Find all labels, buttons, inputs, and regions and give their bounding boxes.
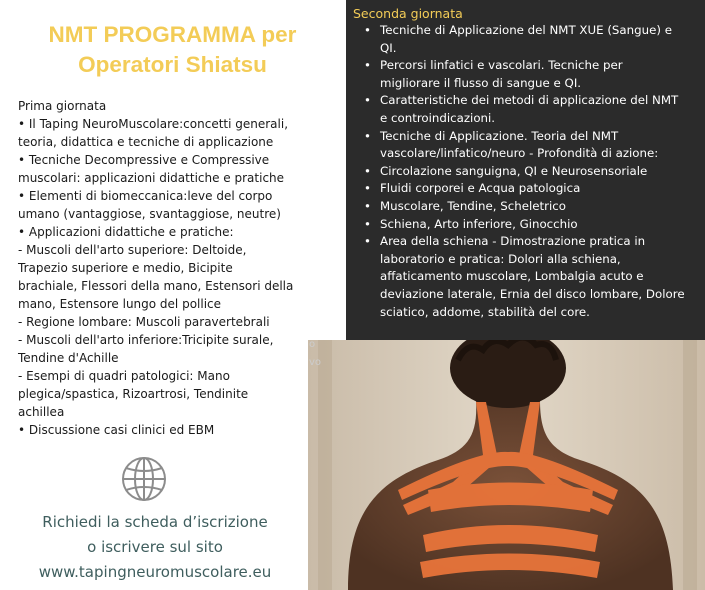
bullet-icon: •: [364, 198, 371, 213]
list-item-text: Fluidi corporei e Acqua patologica: [380, 181, 581, 196]
bullet-icon: •: [364, 216, 371, 231]
list-item-text: Percorsi linfatici e vascolari. Tecniche per: [380, 58, 623, 73]
bullet-icon: •: [364, 234, 371, 249]
list-item-text: Tecniche di Applicazione del NMT XUE (Sangue) e: [380, 23, 672, 37]
cta-line-1: Richiedi la scheda d’iscrizione: [42, 513, 268, 531]
program-line: • Tecniche Decompressive e Compressive: [18, 153, 270, 167]
program-line: - Esempi di quadri patologici: Mano: [18, 369, 230, 383]
program-line: Trapezio superiore e medio, Bicipite: [18, 261, 233, 275]
day-one-program: [18, 97, 318, 439]
list-item-text: vascolare/linfatico/neuro - Profondità di azione:: [380, 146, 659, 161]
program-line: achillea: [18, 405, 65, 419]
list-item-text: e controindicazioni.: [380, 110, 496, 125]
website-link[interactable]: www.tapingneuromuscolare.eu: [38, 563, 272, 581]
list-item: [346, 57, 701, 92]
program-line: mano, Estensore lungo del pollice: [18, 297, 222, 311]
list-item-text: Circolazione sanguigna, QI e Neurosensoriale: [380, 163, 648, 178]
bullet-icon: •: [364, 163, 371, 178]
day-two-list: [346, 22, 701, 321]
program-line: • Applicazioni didattiche e pratiche:: [18, 225, 234, 239]
bullet-icon: •: [364, 181, 371, 196]
list-item: [346, 198, 701, 216]
call-to-action: [10, 510, 300, 585]
day-two-panel: [346, 0, 705, 340]
bullet-icon: •: [364, 23, 371, 37]
bullet-icon: •: [364, 93, 371, 108]
globe-icon[interactable]: [120, 455, 168, 503]
list-item-text: Caratteristiche dei metodi di applicazione del NMT: [380, 93, 679, 108]
stray-text: o vo: [309, 339, 322, 368]
bullet-icon: •: [364, 58, 371, 73]
list-item: [346, 22, 701, 57]
list-item-text: sciatico, addome, stabilità del core.: [380, 304, 590, 319]
list-item-text: QI.: [380, 40, 397, 55]
program-line: umano (vantaggiose, svantaggiose, neutre): [18, 207, 281, 221]
program-line: teoria, didattica e tecniche di applicazione: [18, 135, 274, 149]
title-line-1: NMT PROGRAMMA per: [48, 22, 297, 47]
program-line: • Il Taping NeuroMuscolare:concetti generali,: [18, 117, 289, 131]
list-item-text: affaticamento muscolare, Lombalgia acuto e: [380, 269, 644, 284]
list-item-text: Area della schiena - Dimostrazione pratica in: [380, 234, 646, 249]
program-line: • Discussione casi clinici ed EBM: [18, 423, 215, 437]
back-taping-photo: [308, 340, 705, 590]
cta-line-2: o iscrivere sul sito: [87, 538, 223, 556]
list-item: [346, 128, 701, 163]
program-line: Prima giornata: [18, 99, 107, 113]
program-line: brachiale, Flessori della mano, Estensori della: [18, 279, 294, 293]
program-line: • Elementi di biomeccanica:leve del corpo: [18, 189, 273, 203]
list-item: [346, 92, 701, 127]
program-line: - Muscoli dell'arto inferiore:Tricipite surale,: [18, 333, 274, 347]
list-item: [346, 163, 701, 181]
title-line-2: Operatori Shiatsu: [78, 52, 267, 77]
program-line: muscolari: applicazioni didattiche e pratiche: [18, 171, 285, 185]
list-item-text: laboratorio e pratica: Dolori alla schiena,: [380, 251, 621, 266]
page-title: [0, 20, 345, 80]
list-item: [346, 180, 701, 198]
list-item-text: deviazione laterale, Ernia del disco lombare, Dolore: [380, 286, 685, 301]
list-item-text: migliorare il flusso di sangue e QI.: [380, 75, 582, 90]
list-item-text: Schiena, Arto inferiore, Ginocchio: [380, 216, 578, 231]
program-line: - Regione lombare: Muscoli paravertebrali: [18, 315, 270, 329]
program-line: - Muscoli dell'arto superiore: Deltoide,: [18, 243, 247, 257]
list-item-text: Muscolare, Tendine, Scheletrico: [380, 198, 566, 213]
list-item: [346, 216, 701, 234]
list-item-text: Tecniche di Applicazione. Teoria del NMT: [380, 128, 619, 143]
program-line: Tendine d'Achille: [18, 351, 119, 365]
day-two-heading: Seconda giornata: [353, 6, 463, 21]
bullet-icon: •: [364, 128, 371, 143]
program-line: plegica/spastica, Rizoartrosi, Tendinite: [18, 387, 249, 401]
list-item: [346, 233, 701, 321]
